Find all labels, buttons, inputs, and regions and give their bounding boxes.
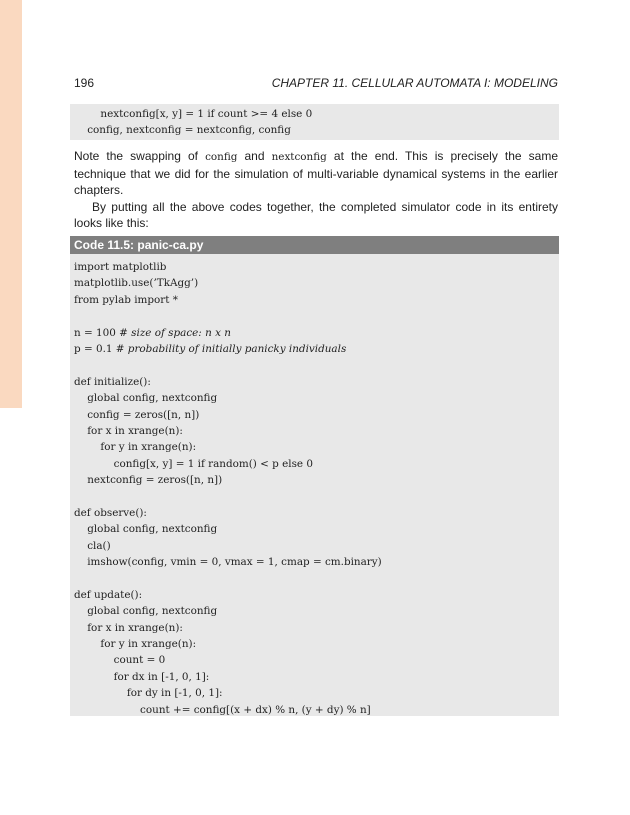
code-text: for y in xrange(n):	[74, 637, 197, 650]
code-line	[74, 292, 559, 308]
code-line	[74, 570, 559, 586]
code-line	[74, 275, 559, 291]
inline-code-nextconfig: nextconfig	[271, 151, 327, 163]
code-text: config = zeros([n, n])	[74, 408, 200, 421]
code-line	[74, 652, 559, 668]
code-comment: # size of space: n x n	[119, 326, 231, 339]
code-text: for x in xrange(n):	[74, 621, 183, 634]
code-text: for dy in [-1, 0, 1]:	[74, 687, 223, 700]
code-line	[74, 456, 559, 472]
code-line	[74, 521, 559, 537]
code-line	[74, 390, 559, 406]
code-line	[74, 341, 559, 357]
code-line	[74, 122, 559, 138]
code-line	[74, 702, 559, 718]
code-comment: # probability of initially panicky individuals	[115, 342, 347, 355]
code-line	[74, 587, 559, 603]
code-line	[74, 669, 559, 685]
code-text: def observe():	[74, 506, 147, 519]
code-text: count = 0	[74, 654, 166, 667]
code-line	[74, 554, 559, 570]
paragraph-intro-listing: By putting all the above codes together, the completed simulator code in its entirety looks like this:	[74, 199, 558, 230]
paragraph-text: Note the swapping of	[74, 149, 206, 163]
code-text: count += config[(x + dx) % n, (y + dy) % n]	[74, 703, 371, 716]
code-text: p = 0.1	[74, 342, 116, 355]
code-line	[74, 308, 559, 324]
code-text: imshow(config, vmin = 0, vmax = 1, cmap = cm.binary)	[74, 556, 382, 569]
code-text: config, nextconfig = nextconfig, config	[74, 124, 291, 137]
code-line	[74, 259, 559, 275]
paragraph-swap-explanation	[74, 148, 558, 199]
code-text: for x in xrange(n):	[74, 424, 183, 437]
code-line	[74, 505, 559, 521]
code-line	[74, 636, 559, 652]
code-text: cla()	[74, 539, 111, 552]
code-line	[74, 357, 559, 373]
paragraph-text: at the end. This is precisely the same technique that we did for the simulation of multi-variable dynamical systems in the earlier chapters.	[74, 149, 559, 197]
code-line	[74, 538, 559, 554]
code-text: global config, nextconfig	[74, 605, 218, 618]
code-text: config[x, y] = 1 if random() < p else 0	[74, 457, 313, 470]
code-line	[74, 106, 559, 122]
code-line	[74, 472, 559, 488]
code-text: nextconfig = zeros([n, n])	[74, 474, 223, 487]
code-line	[74, 603, 559, 619]
code-text: def update():	[74, 588, 143, 601]
code-line	[74, 374, 559, 390]
code-line	[74, 407, 559, 423]
code-text: for dx in [-1, 0, 1]:	[74, 670, 210, 683]
code-text: global config, nextconfig	[74, 392, 218, 405]
code-text: matplotlib.use(’TkAgg’)	[74, 277, 199, 290]
code-line	[74, 685, 559, 701]
code-line	[74, 620, 559, 636]
code-line	[74, 325, 559, 341]
code-line	[74, 423, 559, 439]
chapter-title: CHAPTER 11. CELLULAR AUTOMATA I: MODELING	[271, 76, 558, 90]
inline-code-config: config	[205, 151, 238, 163]
code-listing-title: Code 11.5: panic-ca.py	[70, 236, 559, 254]
code-text: import matplotlib	[74, 261, 167, 273]
code-snippet-continued	[70, 104, 559, 140]
code-text: def initialize():	[74, 375, 151, 388]
page-side-tab	[0, 0, 22, 408]
code-text: global config, nextconfig	[74, 523, 218, 536]
code-line	[74, 439, 559, 455]
code-listing-body	[70, 254, 559, 716]
code-text: nextconfig[x, y] = 1 if count >= 4 else 0	[74, 108, 313, 120]
page-number: 196	[74, 76, 95, 90]
running-header	[74, 74, 558, 92]
code-text: for y in xrange(n):	[74, 441, 197, 454]
body-text	[74, 148, 558, 232]
code-text: n = 100	[74, 326, 120, 339]
code-text: from pylab import *	[74, 293, 178, 306]
code-line	[74, 488, 559, 504]
paragraph-text: and	[237, 149, 272, 163]
